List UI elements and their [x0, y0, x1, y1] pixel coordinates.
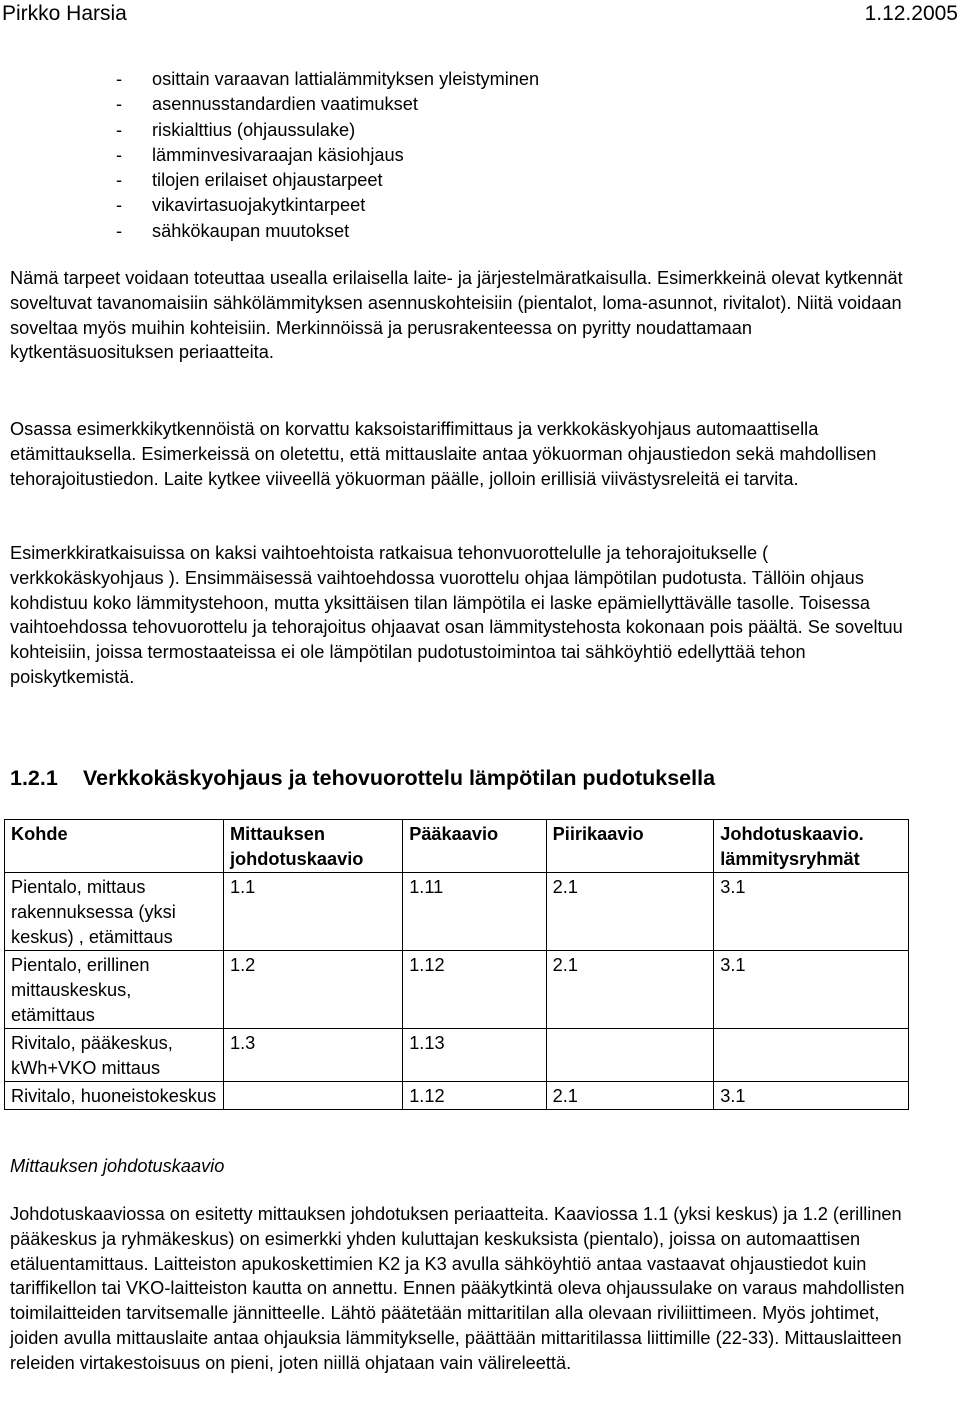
- section-title: Verkkokäskyohjaus ja tehovuorottelu lämpötilan pudotuksella: [83, 766, 716, 790]
- list-item: - lämminvesivaraajan käsiohjaus: [116, 143, 876, 168]
- list-item: - asennusstandardien vaatimukset: [116, 92, 876, 117]
- table-cell: Pientalo, erillinen mittauskeskus, etämittaus: [5, 951, 224, 1029]
- table-cell: Rivitalo, pääkeskus, kWh+VKO mittaus: [5, 1029, 224, 1082]
- table-row: [5, 873, 909, 951]
- table-cell: 2.1: [546, 1082, 714, 1110]
- table-cell: 1.1: [223, 873, 402, 951]
- column-header: Piirikaavio: [546, 820, 714, 873]
- table-cell: 3.1: [714, 1082, 909, 1110]
- table-header-row: [5, 820, 909, 873]
- table-row: [5, 951, 909, 1029]
- table-cell: [223, 1082, 402, 1110]
- section-heading: [10, 763, 715, 793]
- header-author: Pirkko Harsia: [2, 2, 127, 25]
- requirements-list: [116, 67, 876, 244]
- table-cell: Pientalo, mittaus rakennuksessa (yksi keskus) , etämittaus: [5, 873, 224, 951]
- table-cell: 2.1: [546, 951, 714, 1029]
- table-cell: Rivitalo, huoneistokeskus: [5, 1082, 224, 1110]
- table-row: [5, 1082, 909, 1110]
- table-row: [5, 1029, 909, 1082]
- column-header: Kohde: [5, 820, 224, 873]
- table-cell: 1.12: [403, 1082, 546, 1110]
- section-number: 1.2.1: [10, 766, 58, 790]
- column-header: Pääkaavio: [403, 820, 546, 873]
- paragraph-remote-metering: Osassa esimerkkikytkennöistä on korvattu kaksoistariffimittaus ja verkkokäskyohjaus automaattisella etämittauksella. Esimerkeissä on oletettu, että mittauslaite antaa yökuorman ohjaustiedon sekä mahdollisen tehorajoitustiedon. Laite kytkee viiveellä yökuorman päälle, jolloin erillisiä viivästysreleitä ei tarvita.: [10, 419, 877, 489]
- list-item: - tilojen erilaiset ohjaustarpeet: [116, 168, 876, 193]
- page-header: [0, 0, 960, 28]
- table-cell: 1.11: [403, 873, 546, 951]
- table-cell: 1.12: [403, 951, 546, 1029]
- list-item: - vikavirtasuojakytkintarpeet: [116, 193, 876, 218]
- column-header: Johdotuskaavio. lämmitysryhmät: [714, 820, 909, 873]
- paragraph-solutions: Nämä tarpeet voidaan toteuttaa usealla erilaisella laite- ja järjestelmäratkaisulla. Esimerkkeinä olevat kytkennät soveltuvat tavanomaisiin sähkölämmityksen asennuskohteisiin (pientalot, loma-asunnot, rivitalot). Niitä voidaan soveltaa myös muihin kohteisiin. Merkinnöissä ja perusrakenteessa on pyritty noudattamaan kytkentäsuosituksen periaatteita.: [10, 268, 903, 363]
- diagram-table: [4, 819, 909, 1110]
- column-header: Mittauksen johdotuskaavio: [223, 820, 402, 873]
- table-cell: 2.1: [546, 873, 714, 951]
- table-cell: 3.1: [714, 951, 909, 1029]
- list-item: - osittain varaavan lattialämmityksen yleistyminen: [116, 67, 876, 92]
- table-cell: 3.1: [714, 873, 909, 951]
- paragraph-load-balancing: Esimerkkiratkaisuissa on kaksi vaihtoehtoista ratkaisua tehonvuorottelulle ja tehorajoitukselle ( verkkokäskyohjaus ). Ensimmäisessä vaihtoehdossa vuorottelu ohjaa lämpötilan pudotusta. Tällöin ohjaus kohdistuu koko lämmitystehoon, mutta yksittäisen tilan lämpötila ei laske epämiellyttävälle tasolle. Toisessa vaihtoehdossa tehovuorottelu ja tehorajoitus ohjaavat osan lämmitystehosta kokonaan pois päältä. Se soveltuu kohteisiin, joissa termostaateissa ei ole lämpötilan pudotustoimintoa tai sähköyhtiö edellyttää tehon poiskytkemistä.: [10, 543, 903, 687]
- table-cell: 1.2: [223, 951, 402, 1029]
- table-cell: [714, 1029, 909, 1082]
- table-cell: [546, 1029, 714, 1082]
- list-item: - riskialttius (ohjaussulake): [116, 118, 876, 143]
- table-caption: Mittauksen johdotuskaavio: [10, 1156, 225, 1176]
- paragraph-wiring: Johdotuskaaviossa on esitetty mittauksen johdotuksen periaatteita. Kaaviossa 1.1 (yksi keskus) ja 1.2 (erillinen pääkeskus ja ryhmäkeskus) on esimerkki yhden kuluttajan keskuksista (pientalo), joissa on automaattisen etäluentamittaus. Laitteiston apukoskettimien K2 ja K3 avulla sähköyhtiö antaa vastaavat ohjaustiedot kuin tariffikellon tai VKO-laitteiston kautta on annettu. Ennen pääkytkintä oleva ohjaussulake on varaus mahdollisten toimilaitteiden tarvitsemalle jännitteelle. Lähtö päätetään mittaritilan alla olevaan riviliittimeen. Myös johtimet, joiden avulla mittauslaite antaa ohjauksia lämmitykselle, päättään mittaritilassa liittimille (22-33). Mittauslaitteen releiden virtakestoisuus on pieni, joten niillä ohjataan vain välireleettä.: [10, 1204, 905, 1373]
- header-date: 1.12.2005: [864, 2, 958, 25]
- list-item: - sähkökaupan muutokset: [116, 219, 876, 244]
- table-cell: 1.13: [403, 1029, 546, 1082]
- table-cell: 1.3: [223, 1029, 402, 1082]
